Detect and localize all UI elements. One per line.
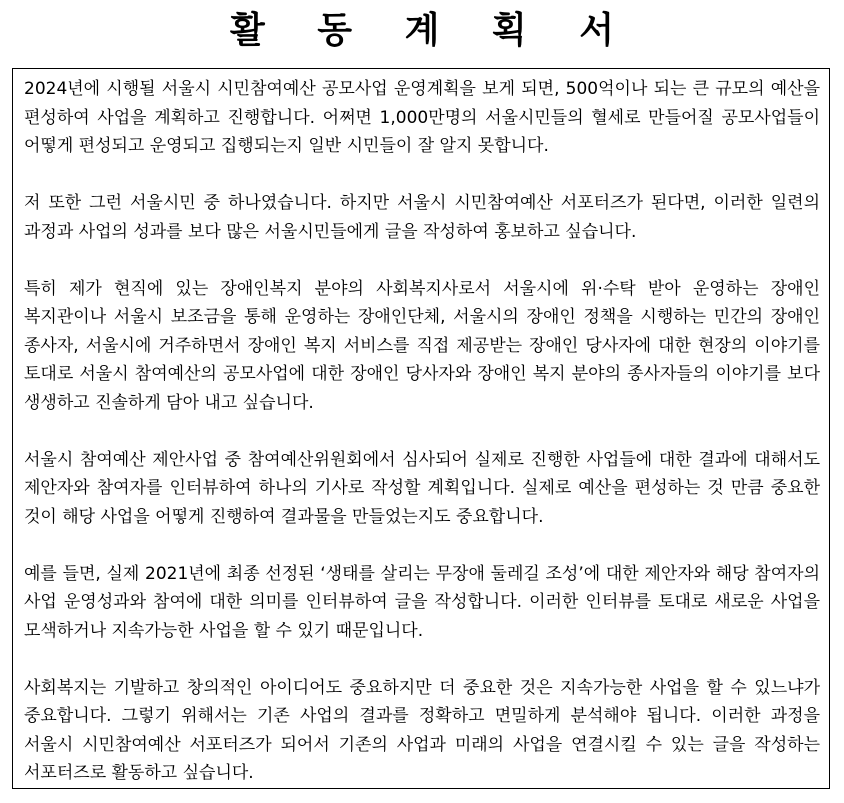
paragraph-budget-overview: 2024년에 시행될 서울시 시민참여예산 공모사업 운영계획을 보게 되면, 500억이나 되는 큰 규모의 예산을 편성하여 사업을 계획하고 진행합니다. 어쩌면 1,000만명의 서울시민들의 혈세로 만들어질 공모사업들이 어떻게 편성되고 운영되고 집행되는지 일반 시민들이 잘 알지 못합니다.: [24, 79, 820, 156]
paragraph-interview-plan: 서울시 참여예산 제안사업 중 참여예산위원회에서 심사되어 실제로 진행한 사업들에 대한 결과에 대해서도 제안자와 참여자를 인터뷰하여 하나의 기사로 작성할 계획입니다. 실제로 예산을 편성하는 것 만큼 중요한 것이 해당 사업을 어떻게 진행하여 결과물을 만들었는지도 중요합니다.: [24, 449, 820, 527]
paragraph-disability-welfare: 특히 제가 현직에 있는 장애인복지 분야의 사회복지사로서 서울시에 위·수탁 받아 운영하는 장애인 복지관이나 서울시 보조금을 통해 운영하는 장애인단체, 서울시의 장애인 정책을 시행하는 민간의 장애인 종사자, 서울시에 거주하면서 장애인 복지 서비스를 직접 제공받는 장애인 당사자에 대한 현장의 이야기를 토대로 서울시 참여예산의 공모사업에 대한 장애인 당사자와 장애인 복지 분야의 종사자들의 이야기를 보다 생생하고 진솔하게 담아 내고 싶습니다.: [24, 278, 820, 413]
paragraph-example-project: 예를 들면, 실제 2021년에 최종 선정된 ‘생태를 살리는 무장애 둘레길 조성’에 대한 제안자와 해당 참여자의 사업 운영성과와 참여에 대한 의미를 인터뷰하여 글을 작성합니다. 이러한 인터뷰를 토대로 새로운 사업을 모색하거나 지속가능한 사업을 할 수 있기 때문입니다.: [24, 563, 820, 641]
plan-body-box: [12, 68, 830, 789]
paragraph-sustainability: 사회복지는 기발하고 창의적인 아이디어도 중요하지만 더 중요한 것은 지속가능한 사업을 할 수 있느냐가 중요합니다. 그렇기 위해서는 기존 사업의 결과를 정확하고 면밀하게 분석해야 됩니다. 이러한 과정을 서울시 시민참여예산 서포터즈가 되어서 기존의 사업과 미래의 사업을 연결시킬 수 있는 글을 작성하는 서포터즈로 활동하고 싶습니다.: [24, 677, 820, 783]
document-title: 활 동 계 획 서: [229, 10, 634, 51]
paragraph-supporter-motivation: 저 또한 그런 서울시민 중 하나였습니다. 하지만 서울시 시민참여예산 서포터즈가 된다면, 이러한 일련의 과정과 사업의 성과를 보다 많은 서울시민들에게 글을 작성하여 홍보하고 싶습니다.: [24, 193, 820, 242]
